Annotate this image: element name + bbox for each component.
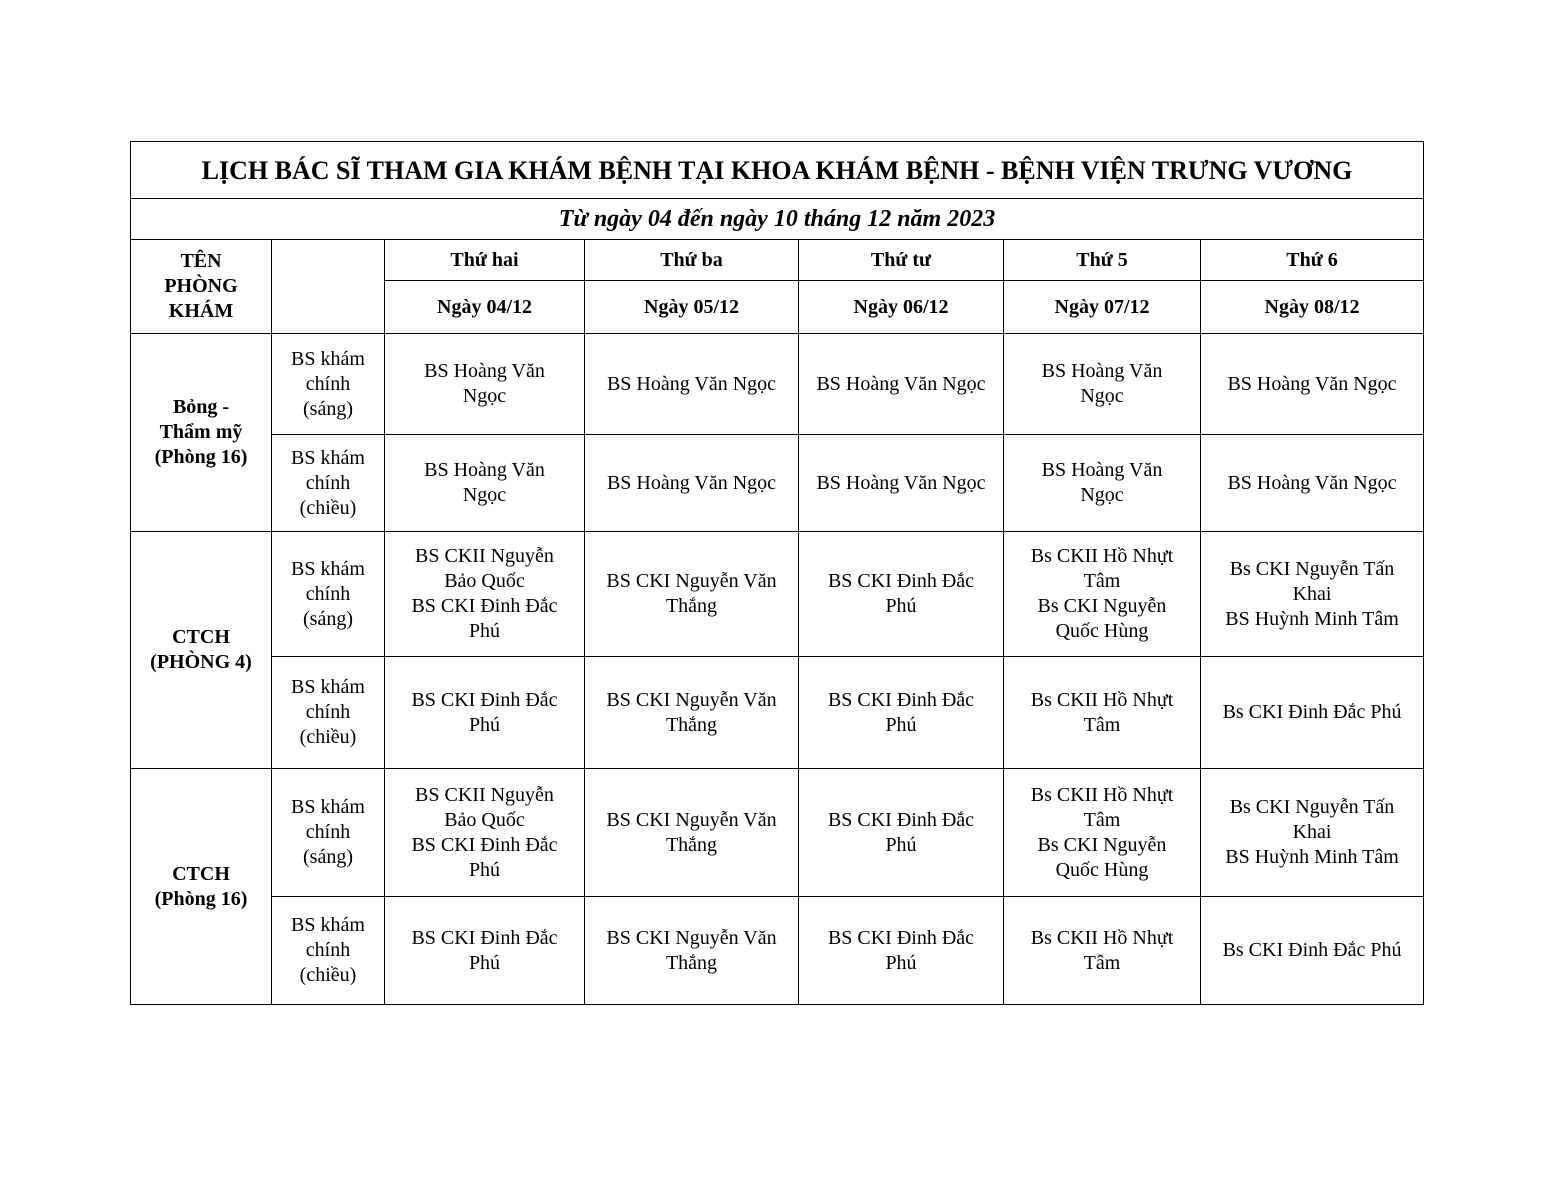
- document-title: LỊCH BÁC SĨ THAM GIA KHÁM BỆNH TẠI KHOA KHÁM BỆNH - BỆNH VIỆN TRƯNG VƯƠNG: [131, 142, 1424, 199]
- schedule-row: [131, 334, 1424, 435]
- schedule-row: [131, 532, 1424, 657]
- shift-role-line: BS khám: [291, 796, 365, 818]
- doctor-name-line: Khai: [1292, 582, 1332, 605]
- doctor-name-line: BS Hoàng Văn Ngọc: [816, 471, 986, 494]
- doctor-name-line: BS CKI Nguyễn Văn: [606, 808, 777, 831]
- shift-role-cell: [272, 532, 385, 657]
- doctor-name-line: BS Hoàng Văn: [424, 459, 545, 481]
- shift-role-cell: [272, 334, 385, 435]
- doctor-name-line: BS CKI Đinh Đắc: [827, 570, 975, 592]
- doctor-cell: [1201, 334, 1424, 435]
- schedule-row: [131, 897, 1424, 1005]
- document-subtitle: Từ ngày 04 đến ngày 10 tháng 12 năm 2023: [131, 199, 1424, 240]
- doctor-cell: [1201, 769, 1424, 897]
- doctor-name-line: Ngọc: [1080, 484, 1124, 506]
- weekday-header: Thứ ba: [585, 240, 799, 281]
- shift-role-line: chính: [305, 471, 351, 494]
- doctor-name-line: Thắng: [665, 713, 718, 736]
- schedule-row: [131, 769, 1424, 897]
- doctor-name-line: BS CKI Đinh Đắc: [827, 688, 975, 711]
- doctor-name-line: BS CKI Đinh Đắc: [411, 595, 558, 617]
- doctor-name-line: Bs CKI Nguyễn: [1037, 595, 1167, 617]
- shift-role-line: (sáng): [303, 846, 353, 868]
- shift-role-line: (sáng): [303, 607, 353, 630]
- doctor-cell: [1201, 657, 1424, 769]
- doctor-name-line: BS CKII Nguyễn: [415, 783, 554, 806]
- doctor-name-line: BS Huỳnh Minh Tâm: [1225, 607, 1399, 630]
- doctor-name-line: BS CKI Đinh Đắc: [827, 926, 975, 949]
- doctor-cell: [585, 769, 799, 897]
- doctor-name-line: Bs CKI Nguyễn Tấn: [1229, 796, 1395, 818]
- doctor-cell: [385, 532, 585, 657]
- doctor-cell: [385, 334, 585, 435]
- doctor-name-line: Thắng: [665, 833, 718, 856]
- shift-role-cell: [272, 769, 385, 897]
- doctor-cell: [1004, 769, 1201, 897]
- doctor-name-line: Bs CKI Nguyễn: [1037, 833, 1167, 856]
- weekday-header-row: [131, 240, 1424, 281]
- doctor-name-line: Phú: [885, 713, 917, 736]
- weekday-header: Thứ 5: [1004, 240, 1201, 281]
- role-column-header: [272, 240, 385, 334]
- weekday-header: Thứ tư: [799, 240, 1004, 281]
- shift-role-line: BS khám: [291, 446, 365, 469]
- doctor-name-line: Bs CKI Nguyễn Tấn: [1229, 557, 1395, 580]
- room-column-header: [131, 240, 272, 334]
- doctor-name-line: Ngọc: [462, 484, 507, 506]
- shift-role-line: (chiều): [299, 496, 357, 519]
- doctor-name-line: Bs CKII Hồ Nhựt: [1030, 783, 1174, 806]
- doctor-cell: [1004, 657, 1201, 769]
- doctor-name-line: Bảo Quốc: [444, 808, 525, 831]
- doctor-name-line: BS Hoàng Văn: [1041, 459, 1163, 481]
- shift-role-line: chính: [305, 372, 351, 395]
- doctor-cell: [385, 897, 585, 1005]
- room-name-cell: [131, 334, 272, 532]
- doctor-name-line: Bảo Quốc: [444, 570, 525, 592]
- schedule-table: [130, 141, 1424, 1005]
- doctor-cell: [385, 769, 585, 897]
- room-name-line: (Phòng 16): [154, 887, 248, 910]
- room-name-line: Bỏng -: [172, 396, 230, 418]
- room-name-cell: [131, 532, 272, 769]
- doctor-cell: [799, 435, 1004, 532]
- doctor-cell: [585, 435, 799, 532]
- doctor-name-line: Bs CKII Hồ Nhựt: [1030, 688, 1174, 711]
- doctor-name-line: BS CKI Nguyễn Văn: [606, 570, 777, 592]
- shift-role-line: (sáng): [303, 397, 353, 420]
- doctor-name-line: BS Hoàng Văn Ngọc: [1227, 372, 1397, 395]
- doctor-cell: [799, 532, 1004, 657]
- doctor-cell: [799, 334, 1004, 435]
- doctor-name-line: Ngọc: [1080, 385, 1124, 407]
- doctor-name-line: Quốc Hùng: [1055, 858, 1149, 881]
- doctor-name-line: Tâm: [1083, 951, 1121, 974]
- shift-role-cell: [272, 657, 385, 769]
- doctor-name-line: Thắng: [665, 951, 718, 974]
- doctor-cell: [585, 334, 799, 435]
- shift-role-line: chính: [305, 939, 351, 961]
- doctor-name-line: BS Hoàng Văn: [424, 360, 545, 382]
- date-header: Ngày 06/12: [799, 281, 1004, 334]
- doctor-cell: [385, 657, 585, 769]
- doctor-name-line: Phú: [885, 951, 917, 974]
- doctor-name-line: Phú: [468, 951, 501, 974]
- doctor-name-line: Bs CKII Hồ Nhựt: [1030, 545, 1174, 567]
- shift-role-line: (chiều): [299, 964, 357, 986]
- doctor-name-line: BS CKI Đinh Đắc: [411, 833, 558, 856]
- shift-role-line: chính: [305, 582, 351, 605]
- doctor-cell: [585, 657, 799, 769]
- shift-role-line: BS khám: [291, 347, 365, 370]
- doctor-cell: [799, 657, 1004, 769]
- doctor-name-line: Bs CKII Hồ Nhựt: [1030, 926, 1174, 949]
- shift-role-cell: [272, 897, 385, 1005]
- doctor-name-line: BS Hoàng Văn Ngọc: [1227, 471, 1397, 494]
- doctor-name-line: Phú: [468, 713, 501, 736]
- doctor-cell: [585, 897, 799, 1005]
- date-header: Ngày 07/12: [1004, 281, 1201, 334]
- date-header: Ngày 08/12: [1201, 281, 1424, 334]
- doctor-name-line: BS Hoàng Văn Ngọc: [816, 372, 986, 395]
- doctor-name-line: Phú: [885, 833, 917, 856]
- room-name-cell: [131, 769, 272, 1005]
- doctor-name-line: Ngọc: [462, 385, 507, 407]
- doctor-cell: [1004, 334, 1201, 435]
- doctor-name-line: Thắng: [665, 595, 718, 617]
- doctor-name-line: Bs CKI Đinh Đắc Phú: [1222, 939, 1402, 961]
- doctor-name-line: BS CKI Đinh Đắc: [411, 926, 558, 949]
- doctor-name-line: BS Hoàng Văn Ngọc: [606, 471, 777, 494]
- doctor-name-line: Phú: [468, 858, 501, 881]
- doctor-name-line: BS Hoàng Văn Ngọc: [606, 372, 777, 395]
- doctor-cell: [799, 897, 1004, 1005]
- schedule-row: [131, 435, 1424, 532]
- doctor-cell: [1004, 897, 1201, 1005]
- doctor-cell: [1201, 897, 1424, 1005]
- date-header: Ngày 05/12: [585, 281, 799, 334]
- shift-role-line: BS khám: [291, 557, 365, 580]
- doctor-cell: [585, 532, 799, 657]
- doctor-cell: [1004, 435, 1201, 532]
- doctor-name-line: Phú: [885, 595, 917, 617]
- room-name-line: CTCH: [172, 626, 230, 648]
- schedule-row: [131, 657, 1424, 769]
- doctor-name-line: Tâm: [1083, 570, 1121, 592]
- room-header-line: PHÒNG: [164, 275, 238, 297]
- doctor-name-line: BS Huỳnh Minh Tâm: [1225, 846, 1399, 868]
- doctor-name-line: Tâm: [1083, 713, 1121, 736]
- doctor-name-line: BS CKI Nguyễn Văn: [606, 926, 777, 949]
- shift-role-line: BS khám: [291, 914, 365, 936]
- doctor-name-line: Phú: [468, 620, 501, 642]
- date-header: Ngày 04/12: [385, 281, 585, 334]
- shift-role-line: chính: [305, 701, 351, 723]
- room-name-line: CTCH: [172, 862, 230, 885]
- doctor-name-line: Bs CKI Đinh Đắc Phú: [1222, 701, 1402, 723]
- room-name-line: Thẩm mỹ: [159, 421, 243, 443]
- room-header-line: TÊN: [180, 250, 222, 272]
- doctor-name-line: Quốc Hùng: [1055, 620, 1149, 642]
- shift-role-cell: [272, 435, 385, 532]
- doctor-name-line: BS CKII Nguyễn: [415, 545, 554, 567]
- weekday-header: Thứ hai: [385, 240, 585, 281]
- room-name-line: (PHÒNG 4): [150, 651, 252, 673]
- doctor-name-line: Tâm: [1083, 808, 1121, 831]
- room-name-line: (Phòng 16): [154, 446, 248, 468]
- doctor-cell: [799, 769, 1004, 897]
- shift-role-line: chính: [305, 821, 351, 843]
- doctor-name-line: BS Hoàng Văn: [1041, 360, 1163, 382]
- doctor-cell: [385, 435, 585, 532]
- doctor-name-line: Khai: [1292, 821, 1332, 843]
- doctor-name-line: BS CKI Đinh Đắc: [411, 688, 558, 711]
- doctor-cell: [1004, 532, 1201, 657]
- doctor-cell: [1201, 435, 1424, 532]
- shift-role-line: (chiều): [299, 726, 357, 748]
- shift-role-line: BS khám: [291, 676, 365, 698]
- doctor-name-line: BS CKI Đinh Đắc: [827, 808, 975, 831]
- weekday-header: Thứ 6: [1201, 240, 1424, 281]
- doctor-name-line: BS CKI Nguyễn Văn: [606, 688, 777, 711]
- room-header-line: KHÁM: [168, 300, 234, 322]
- doctor-cell: [1201, 532, 1424, 657]
